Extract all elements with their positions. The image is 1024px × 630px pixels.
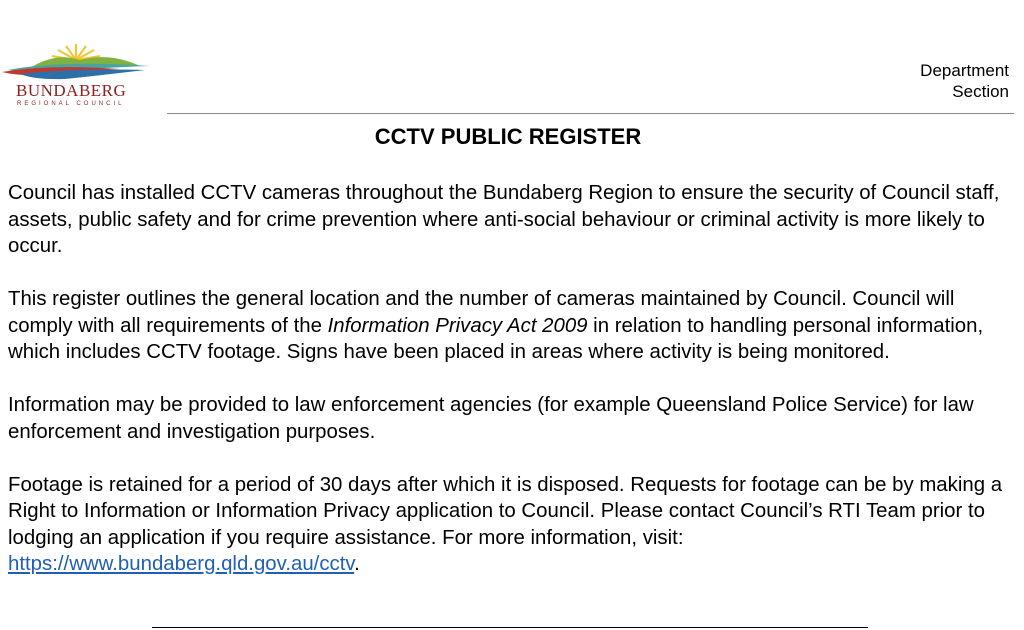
council-logo [0, 38, 160, 118]
paragraph-footage-end: . [354, 553, 360, 575]
section-label: Section [952, 82, 1009, 101]
paragraph-register-text-1: This register outlines the general location and the number of cameras maintained by Council. Council will comply with all requirements of the [8, 288, 955, 337]
paragraph-intro [8, 180, 1013, 260]
paragraph-register-text-2: in relation to handling personal information, which includes CCTV footage. Signs have been placed in areas where activity is being monitored. [8, 314, 984, 363]
logo-subtitle: REGIONAL COUNCIL [17, 101, 125, 107]
paragraph-register [8, 286, 1013, 366]
paragraph-law-enforcement [8, 392, 1013, 445]
paragraph-intro-text: Council has installed CCTV cameras throughout the Bundaberg Region to ensure the security of Council staff, assets, public safety and for crime prevention where anti-social behaviour or criminal activity is more likely to occur. [8, 182, 1000, 257]
act-name: Information Privacy Act 2009 [327, 314, 588, 337]
logo-name: BUNDABERG [16, 81, 127, 100]
paragraph-law-enforcement-text: Information may be provided to law enforcement agencies (for example Queensland Police Service) for law enforcement and investigation purposes. [8, 394, 974, 443]
footer-divider [152, 627, 868, 628]
paragraph-footage-text: Footage is retained for a period of 30 days after which it is disposed. Requests for footage can be by making a Right to Information or Information Privacy application to Council. Please contact Council’s RTI Team prior to lodging an application if you require assistance. For more information, visit: [8, 473, 1003, 549]
header-divider [167, 113, 1014, 114]
paragraph-footage [8, 472, 1013, 578]
header-meta [920, 60, 1009, 102]
cctv-info-link[interactable]: https://www.bundaberg.qld.gov.au/cctv [8, 553, 355, 575]
document-body [8, 180, 1013, 604]
page-title: CCTV PUBLIC REGISTER [374, 124, 642, 149]
department-label: Department [920, 61, 1009, 80]
